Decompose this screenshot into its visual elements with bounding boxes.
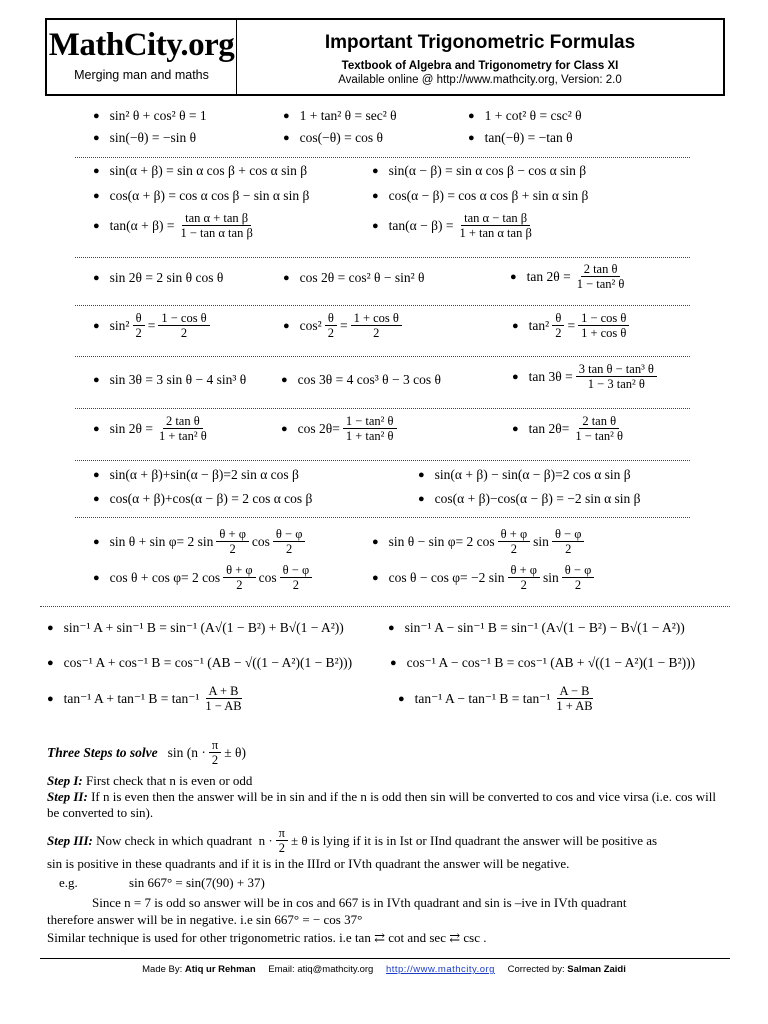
denominator: 1 − 3 tan² θ — [587, 377, 645, 391]
numerator: 2 tan θ — [581, 262, 621, 277]
fraction — [325, 311, 337, 340]
formula-part: sin — [543, 569, 559, 585]
fraction — [562, 563, 595, 592]
formula-item: ● tan(−θ) = −tan θ — [468, 130, 573, 145]
fraction — [576, 362, 657, 391]
fraction — [574, 262, 628, 291]
dotted-divider — [75, 460, 690, 461]
fraction — [343, 414, 397, 443]
numerator: 1 − cos θ — [158, 311, 209, 326]
dotted-divider — [75, 157, 690, 158]
denominator: 2 — [327, 326, 334, 340]
author-email: Email: atiq@mathcity.org — [268, 964, 374, 975]
formula-lhs: tan⁻¹ A − tan⁻¹ B = tan⁻¹ — [414, 690, 551, 706]
explanation-line: Since n = 7 is odd so answer will be in cos and 667 is in IVth quadrant and sin is –ive in IVth quadrant — [92, 895, 627, 910]
numerator: θ − φ — [562, 563, 595, 578]
numerator: 2 tan θ — [579, 414, 619, 429]
denominator: 2 — [555, 326, 562, 340]
fraction — [578, 311, 629, 340]
denominator: 2 — [574, 578, 582, 592]
numerator: θ + φ — [223, 563, 256, 578]
dotted-divider — [75, 356, 690, 357]
formula-lhs: cos² — [299, 317, 322, 333]
dotted-divider — [75, 257, 690, 258]
step-3 — [47, 826, 727, 855]
header-box — [45, 18, 725, 96]
formula: cos 3θ = 4 cos³ θ − 3 cos θ — [297, 372, 441, 387]
formula-item: ● tan 2θ = $\frac{\text{2 tan θ}}{\text{1 − tan² θ}}$ — [510, 262, 630, 291]
formula-item: ● sin⁻¹ A + sin⁻¹ B = sin⁻¹ (A√(1 − B²) + B√(1 − A²)) — [47, 620, 344, 635]
steps-heading — [47, 738, 727, 767]
denominator: 2 — [229, 542, 236, 556]
fraction — [158, 311, 209, 340]
fraction — [456, 211, 534, 240]
formula-item: ● sin(α + β)+sin(α − β)=2 sin α cos β — [93, 467, 299, 482]
denominator: 1 + AB — [556, 699, 593, 713]
example-label: e.g. — [59, 875, 78, 890]
step-3-continued: sin is positive in these quadrants and if it is in the IIIrd or IVth quadrant the answer will be negative. — [47, 856, 570, 871]
formula-item: ● sin² $\frac{\theta}{2}$ = $\frac{\text{1 − cos θ}}{2}$ — [93, 311, 213, 340]
numerator: tan α − tan β — [461, 211, 530, 226]
denominator: 2 — [565, 542, 572, 556]
formula: cos 2θ = cos² θ − sin² θ — [299, 270, 425, 285]
heading-expr: sin (n · — [167, 744, 206, 760]
formula-item: ● tan⁻¹ A − tan⁻¹ B = tan⁻¹ $\frac{A - B}{1 + AB}$ — [398, 684, 599, 713]
formula: sin 3θ = 3 sin θ − 4 sin³ θ — [109, 372, 247, 387]
numerator: A − B — [557, 684, 593, 699]
formula-item: ● tan 3θ = $\frac{\text{3 tan θ − tan³ θ}}{\text{1 − 3 tan² θ}}$ — [512, 362, 660, 391]
formula-item: ● cos² $\frac{\theta}{2}$ = $\frac{\text{1 + cos θ}}{2}$ — [283, 311, 405, 340]
fraction — [552, 311, 564, 340]
formula: cos⁻¹ A − cos⁻¹ B = cos⁻¹ (AB + √((1 − A²)(1 − B²))) — [406, 655, 696, 670]
corrected-by-label: Corrected by: — [507, 964, 565, 975]
formula-item: ● tan⁻¹ A + tan⁻¹ B = tan⁻¹ $\frac{A + B}{1 - AB}$ — [47, 684, 248, 713]
formula-item: ● sin 2θ = 2 sin θ cos θ — [93, 270, 224, 285]
formula-item: ● cos 2θ = cos² θ − sin² θ — [283, 270, 425, 285]
dotted-divider — [75, 305, 690, 306]
formula-item: ● tan(α − β) = $\frac{\text{tan α − tan β}}{\text{1 + tan α tan β}}$ — [372, 211, 538, 240]
denominator: 1 − tan² θ — [575, 429, 624, 443]
numerator: π — [276, 826, 288, 841]
formula-lhs: sin 2θ = — [109, 420, 153, 436]
numerator: 1 + cos θ — [351, 311, 402, 326]
page-subtitle: Textbook of Algebra and Trigonometry for Class XI — [341, 60, 619, 72]
corrector-name: Salman Zaidi — [567, 964, 626, 975]
formula: 1 + tan² θ = sec² θ — [299, 108, 397, 123]
site-link[interactable]: http://www.mathcity.org — [385, 964, 495, 975]
formula-item: ● cos 2θ= $\frac{\text{1 − tan² θ}}{\text{1 + tan² θ}}$ — [281, 414, 400, 443]
formula-part: sin — [533, 533, 549, 549]
formula-lhs: cos 2θ= — [297, 420, 340, 436]
denominator: 1 + cos θ — [581, 326, 627, 340]
numerator: θ — [133, 311, 145, 326]
formula-part: cos — [258, 569, 277, 585]
numerator: 2 tan θ — [163, 414, 203, 429]
dotted-divider — [75, 517, 690, 518]
formula-item: ● sin θ − sin φ= 2 cos $\frac{\theta + \varphi}{2}$ sin $\frac{\theta - \varphi}{2}$ — [372, 527, 587, 556]
formula-item: ● cos 3θ = 4 cos³ θ − 3 cos θ — [281, 372, 441, 387]
formula: 1 + cot² θ = csc² θ — [484, 108, 582, 123]
numerator: θ − φ — [280, 563, 313, 578]
explanation-line-2: therefore answer will be in negative. i.e sin 667° = − cos 37° — [47, 912, 363, 927]
denominator: 2 — [278, 841, 285, 855]
steps-heading-text: Three Steps to solve — [47, 744, 158, 760]
denominator: 2 — [286, 542, 293, 556]
fraction — [280, 563, 313, 592]
fraction — [209, 738, 221, 767]
numerator: A + B — [206, 684, 242, 699]
formula: sin(α − β) = sin α cos β − cos α sin β — [388, 163, 587, 178]
fraction — [202, 684, 244, 713]
numerator: θ + φ — [498, 527, 531, 542]
numerator: π — [209, 738, 221, 753]
numerator: 1 − cos θ — [578, 311, 629, 326]
fraction — [572, 414, 626, 443]
fraction — [553, 684, 595, 713]
numerator: θ + φ — [508, 563, 541, 578]
fraction — [223, 563, 256, 592]
formula-lhs: tan⁻¹ A + tan⁻¹ B = tan⁻¹ — [63, 690, 200, 706]
formula-item: ● sin(α − β) = sin α cos β − cos α sin β — [372, 163, 587, 178]
title-box — [237, 20, 723, 94]
site-tagline: Merging man and maths — [74, 68, 209, 82]
denominator: 1 + tan α tan β — [459, 226, 532, 240]
formula-lhs: cos θ + cos φ= 2 cos — [109, 569, 221, 585]
formula-item: ● cos⁻¹ A − cos⁻¹ B = cos⁻¹ (AB + √((1 − A²)(1 − B²))) — [390, 655, 696, 670]
denominator: 2 — [373, 326, 380, 340]
fraction — [273, 527, 306, 556]
formula: sin(α + β) = sin α cos β + cos α sin β — [109, 163, 308, 178]
formula-item: ● sin(α + β) = sin α cos β + cos α sin β — [93, 163, 308, 178]
heading-expr: ± θ) — [224, 744, 246, 760]
formula-lhs: tan² — [528, 317, 550, 333]
fraction — [351, 311, 402, 340]
formula-item: ● tan(α + β) = $\frac{\text{tan α + tan β}}{\text{1 − tan α tan β}}$ — [93, 211, 259, 240]
fraction — [156, 414, 210, 443]
author-name: Atiq ur Rehman — [184, 964, 256, 975]
formula: sin(α + β)+sin(α − β)=2 sin α cos β — [109, 467, 299, 482]
formula: cos(−θ) = cos θ — [299, 130, 383, 145]
fraction — [498, 527, 531, 556]
formula-item: ● 1 + cot² θ = csc² θ — [468, 108, 582, 123]
formula-part: cos — [251, 533, 270, 549]
dotted-divider — [75, 408, 690, 409]
formula-item: ● tan 2θ= $\frac{\text{2 tan θ}}{\text{1 − tan² θ}}$ — [512, 414, 629, 443]
numerator: θ — [552, 311, 564, 326]
formula-item: ● cos θ + cos φ= 2 cos $\frac{\theta + \varphi}{2}$ cos $\frac{\theta - \varphi}{2}$ — [93, 563, 315, 592]
denominator: 2 — [510, 542, 518, 556]
formula: sin 2θ = 2 sin θ cos θ — [109, 270, 224, 285]
dotted-divider — [40, 606, 730, 607]
formula: cos(α + β)+cos(α − β) = 2 cos α cos β — [109, 491, 313, 506]
formula-lhs: tan 2θ= — [528, 420, 570, 436]
similar-note: Similar technique is used for other trigonometric ratios. i.e tan ⇄ cot and sec ⇄ csc . — [47, 930, 487, 945]
step-text: Now check in which quadrant n · — [92, 832, 273, 848]
made-by-label: Made By: — [142, 964, 183, 975]
denominator: 1 − AB — [205, 699, 242, 713]
formula: sin² θ + cos² θ = 1 — [109, 108, 207, 123]
formula-item: ● sin(α + β) − sin(α − β)=2 cos α sin β — [418, 467, 631, 482]
formula-item: ● cos θ − cos φ= −2 sin $\frac{\theta + \varphi}{2}$ sin $\frac{\theta - \varphi}{2}$ — [372, 563, 597, 592]
availability-note: Available online @ http://www.mathcity.org, Version: 2.0 — [338, 74, 622, 86]
denominator: 2 — [236, 578, 243, 592]
step-label: Step II: — [47, 789, 88, 804]
step-label: Step I: — [47, 773, 83, 788]
denominator: 1 + tan² θ — [345, 429, 394, 443]
formula: cos⁻¹ A + cos⁻¹ B = cos⁻¹ (AB − √((1 − A²)(1 − B²))) — [63, 655, 353, 670]
step-text: First check that n is even or odd — [82, 773, 253, 788]
formula-lhs: sin θ + sin φ= 2 sin — [109, 533, 214, 549]
formula-item: ● sin 2θ = $\frac{\text{2 tan θ}}{\text{1 + tan² θ}}$ — [93, 414, 213, 443]
fraction — [508, 563, 541, 592]
formula-item: ● sin θ + sin φ= 2 sin $\frac{\theta + \varphi}{2}$ cos $\frac{\theta - \varphi}{2}$ — [93, 527, 308, 556]
formula-item: ● cos(α − β) = cos α cos β + sin α sin β — [372, 188, 589, 203]
step-2 — [47, 789, 727, 821]
formula-item: ● cos(α + β)+cos(α − β) = 2 cos α cos β — [93, 491, 313, 506]
formula-lhs: cos θ − cos φ= −2 sin — [388, 569, 505, 585]
formula-lhs: tan(α − β) = — [388, 217, 454, 233]
numerator: tan α + tan β — [182, 211, 251, 226]
step-text: ± θ is lying if it is in Ist or IInd quadrant the answer will be positive as — [290, 832, 658, 848]
formula-item: ● cos(α + β) = cos α cos β − sin α sin β — [93, 188, 310, 203]
fraction — [177, 211, 255, 240]
formula-item: ● sin⁻¹ A − sin⁻¹ B = sin⁻¹ (A√(1 − B²) − B√(1 − A²)) — [388, 620, 685, 635]
fraction — [132, 311, 144, 340]
formula: cos(α − β) = cos α cos β + sin α sin β — [388, 188, 589, 203]
formula: cos(α + β)−cos(α − β) = −2 sin α sin β — [434, 491, 641, 506]
fraction — [276, 826, 288, 855]
page-title: Important Trigonometric Formulas — [324, 32, 636, 53]
step-1 — [47, 773, 727, 789]
formula-item: ● sin(−θ) = −sin θ — [93, 130, 197, 145]
fraction — [552, 527, 585, 556]
formula-item: ● cos(α + β)−cos(α − β) = −2 sin α sin β — [418, 491, 641, 506]
denominator: 1 − tan α tan β — [180, 226, 253, 240]
formula: sin⁻¹ A − sin⁻¹ B = sin⁻¹ (A√(1 − B²) − B√(1 − A²)) — [404, 620, 685, 635]
formula-lhs: tan 2θ = — [526, 268, 571, 284]
numerator: 1 − tan² θ — [343, 414, 397, 429]
numerator: θ + φ — [216, 527, 249, 542]
fraction — [216, 527, 249, 556]
formula: tan(−θ) = −tan θ — [484, 130, 573, 145]
formula: sin⁻¹ A + sin⁻¹ B = sin⁻¹ (A√(1 − B²) + B√(1 − A²)) — [63, 620, 344, 635]
logo-box — [47, 20, 237, 94]
formula-item: ● sin² θ + cos² θ = 1 — [93, 108, 207, 123]
example-line — [47, 875, 727, 891]
formula: cos(α + β) = cos α cos β − sin α sin β — [109, 188, 310, 203]
numerator: θ − φ — [273, 527, 306, 542]
denominator: 2 — [520, 578, 527, 592]
formula-item: ● cos⁻¹ A + cos⁻¹ B = cos⁻¹ (AB − √((1 − A²)(1 − B²))) — [47, 655, 353, 670]
formula-lhs: tan(α + β) = — [109, 217, 175, 233]
numerator: 3 tan θ − tan³ θ — [576, 362, 657, 377]
footer — [0, 964, 768, 975]
formula-lhs: tan 3θ = — [528, 368, 573, 384]
numerator: θ — [325, 311, 337, 326]
denominator: 1 + tan² θ — [159, 429, 207, 443]
formula-item: ● sin 3θ = 3 sin θ − 4 sin³ θ — [93, 372, 247, 387]
step-label: Step III: — [47, 832, 93, 848]
denominator: 2 — [135, 326, 142, 340]
formula-item: ● cos(−θ) = cos θ — [283, 130, 383, 145]
denominator: 2 — [211, 753, 219, 767]
example-expr: sin 667° = sin(7(90) + 37) — [129, 875, 265, 890]
denominator: 1 − tan² θ — [576, 277, 625, 291]
footer-divider — [40, 958, 730, 959]
formula-lhs: sin θ − sin φ= 2 cos — [388, 533, 495, 549]
denominator: 2 — [292, 578, 300, 592]
formula: sin(−θ) = −sin θ — [109, 130, 197, 145]
step-text: If n is even then the answer will be in sin and if the n is odd then sin will be converted to cos and vice virsa (i.e. cos will be converted to sin). — [47, 789, 716, 820]
formula: sin(α + β) − sin(α − β)=2 cos α sin β — [434, 467, 631, 482]
numerator: θ − φ — [552, 527, 585, 542]
formula-item: ● 1 + tan² θ = sec² θ — [283, 108, 397, 123]
formula-item: ● tan² $\frac{\theta}{2}$ = $\frac{\text{1 − cos θ}}{\text{1 + cos θ}}$ — [512, 311, 632, 340]
denominator: 2 — [180, 326, 188, 340]
formula-lhs: sin² — [109, 317, 130, 333]
site-logo: MathCity.org — [48, 27, 235, 63]
